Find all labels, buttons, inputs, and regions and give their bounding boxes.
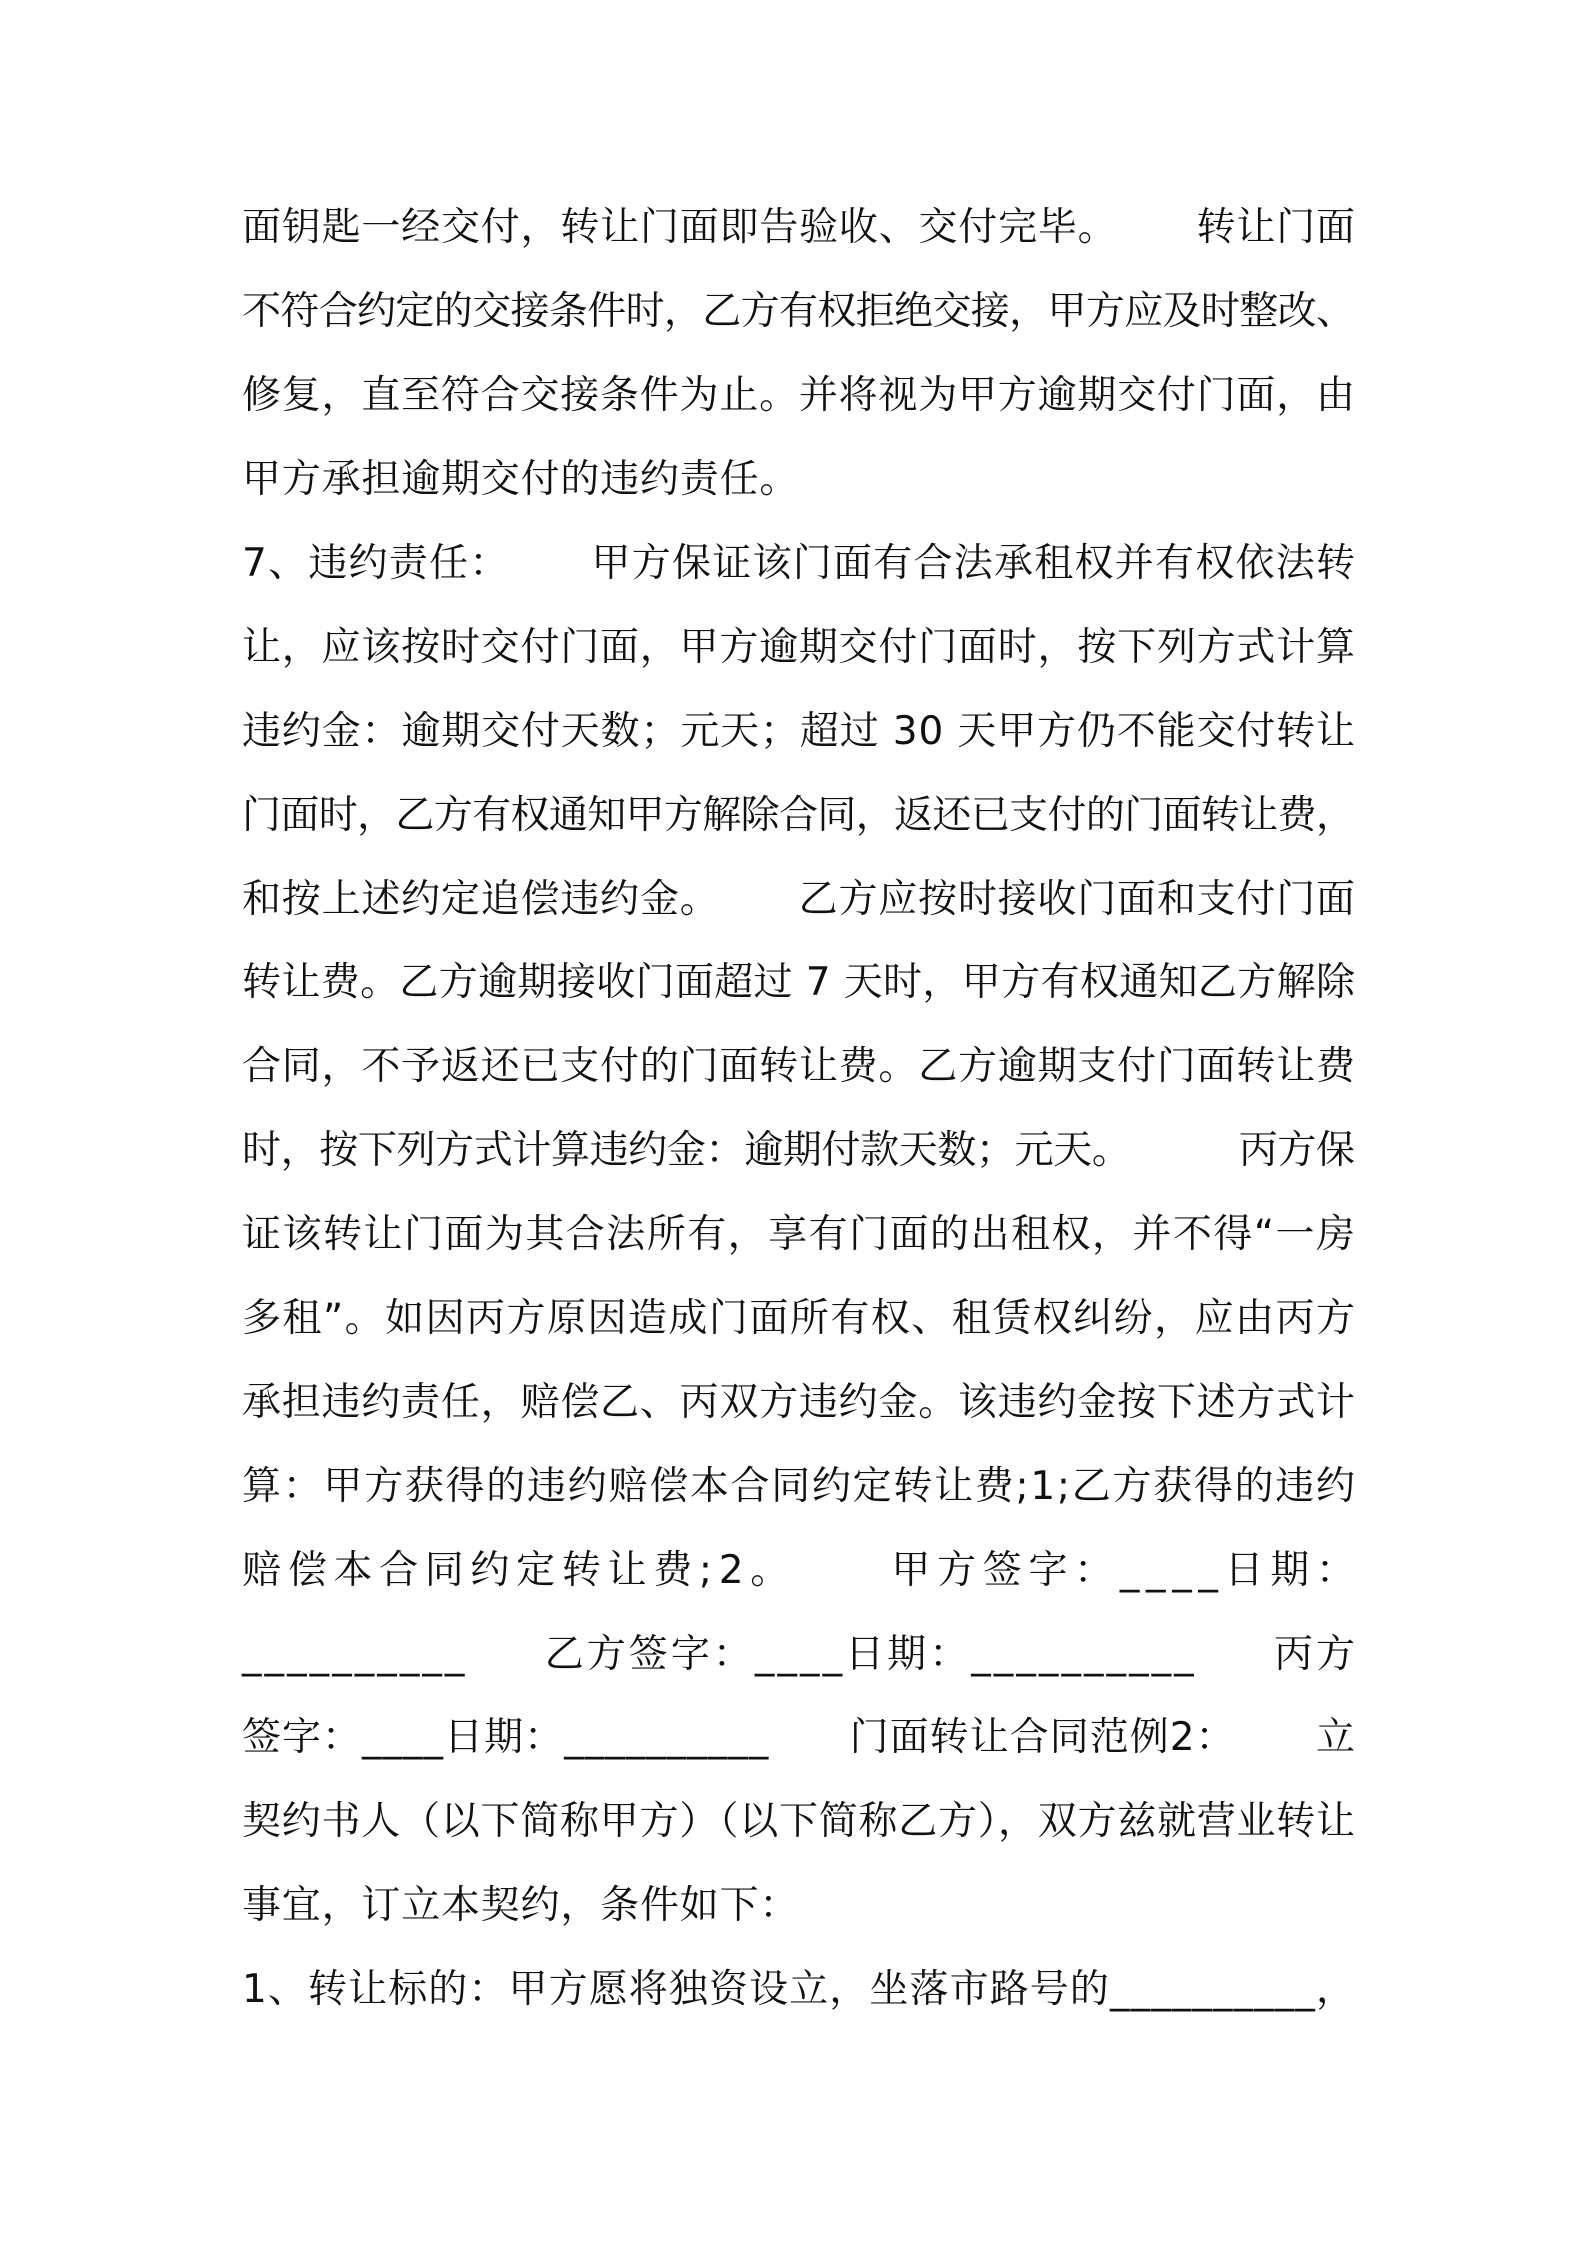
document-line bbox=[242, 1528, 1362, 1612]
line-text: 赔偿本合同约定转让费;2。 甲方签字：____日期： bbox=[242, 1547, 1362, 1593]
line-text: 证该转让门面为其合法所有，享有门面的出租权，并不得“一房 bbox=[242, 1212, 1357, 1258]
line-text: 签字：____日期：__________ 门面转让合同范例2： 立 bbox=[242, 1715, 1357, 1761]
document-line bbox=[242, 438, 1355, 522]
document-line bbox=[242, 605, 1355, 689]
line-text: 契约书人（以下简称甲方）（以下简称乙方），双方兹就营业转让 bbox=[242, 1799, 1356, 1845]
document-line bbox=[242, 186, 1355, 270]
line-text: __________ 乙方签字：____日期：__________ 丙方 bbox=[242, 1631, 1359, 1677]
line-text: 违约金：逾期交付天数；元天；超过 30 天甲方仍不能交付转让 bbox=[242, 708, 1356, 754]
document-line bbox=[242, 1612, 1359, 1696]
document-line bbox=[242, 1696, 1355, 1780]
line-text: 承担违约责任，赔偿乙、丙双方违约金。该违约金按下述方式计 bbox=[242, 1379, 1356, 1425]
document-line bbox=[242, 773, 1355, 857]
line-text: 让，应该按时交付门面，甲方逾期交付门面时，按下列方式计算 bbox=[242, 624, 1356, 670]
document-line bbox=[242, 270, 1355, 354]
line-text: 甲方承担逾期交付的违约责任。 bbox=[242, 457, 800, 503]
document-line bbox=[242, 1864, 1355, 1948]
line-text: 事宜，订立本契约，条件如下： bbox=[242, 1883, 800, 1929]
line-text: 1、转让标的：甲方愿将独资设立，坐落市路号的__________， bbox=[242, 1967, 1357, 2013]
contract-text-body bbox=[242, 186, 1362, 2032]
document-line bbox=[242, 1948, 1355, 2032]
line-text: 合同，不予返还已支付的门面转让费。乙方逾期支付门面转让费 bbox=[242, 1044, 1356, 1090]
document-line bbox=[242, 1277, 1355, 1361]
document-line bbox=[242, 941, 1355, 1025]
line-text: 转让费。乙方逾期接收门面超过 7 天时，甲方有权通知乙方解除 bbox=[242, 960, 1356, 1006]
line-text: 和按上述约定追偿违约金。 乙方应按时接收门面和支付门面 bbox=[242, 876, 1356, 922]
document-line bbox=[242, 354, 1355, 438]
document-line bbox=[242, 522, 1355, 606]
document-line bbox=[242, 857, 1355, 941]
document-line bbox=[242, 1109, 1355, 1193]
document-line bbox=[242, 1360, 1355, 1444]
line-text: 时，按下列方式计算违约金：逾期付款天数；元天。 丙方保 bbox=[242, 1128, 1355, 1174]
line-text: 不符合约定的交接条件时，乙方有权拒绝交接，甲方应及时整改、 bbox=[242, 289, 1355, 335]
document-line bbox=[242, 1193, 1355, 1277]
document-line bbox=[242, 1780, 1355, 1864]
document-line bbox=[242, 1025, 1355, 1109]
document-line bbox=[242, 689, 1355, 773]
line-text: 7、违约责任： 甲方保证该门面有合法承租权并有权依法转 bbox=[242, 540, 1357, 586]
line-text: 门面时，乙方有权通知甲方解除合同，返还已支付的门面转让费， bbox=[242, 792, 1355, 838]
line-text: 修复，直至符合交接条件为止。并将视为甲方逾期交付门面，由 bbox=[242, 373, 1356, 419]
document-line bbox=[242, 1444, 1355, 1528]
line-text: 多租”。如因丙方原因造成门面所有权、租赁权纠纷，应由丙方 bbox=[242, 1295, 1357, 1341]
line-text: 算：甲方获得的违约赔偿本合同约定转让费;1;乙方获得的违约 bbox=[242, 1463, 1357, 1509]
line-text: 面钥匙一经交付，转让门面即告验收、交付完毕。 转让门面 bbox=[242, 205, 1356, 251]
